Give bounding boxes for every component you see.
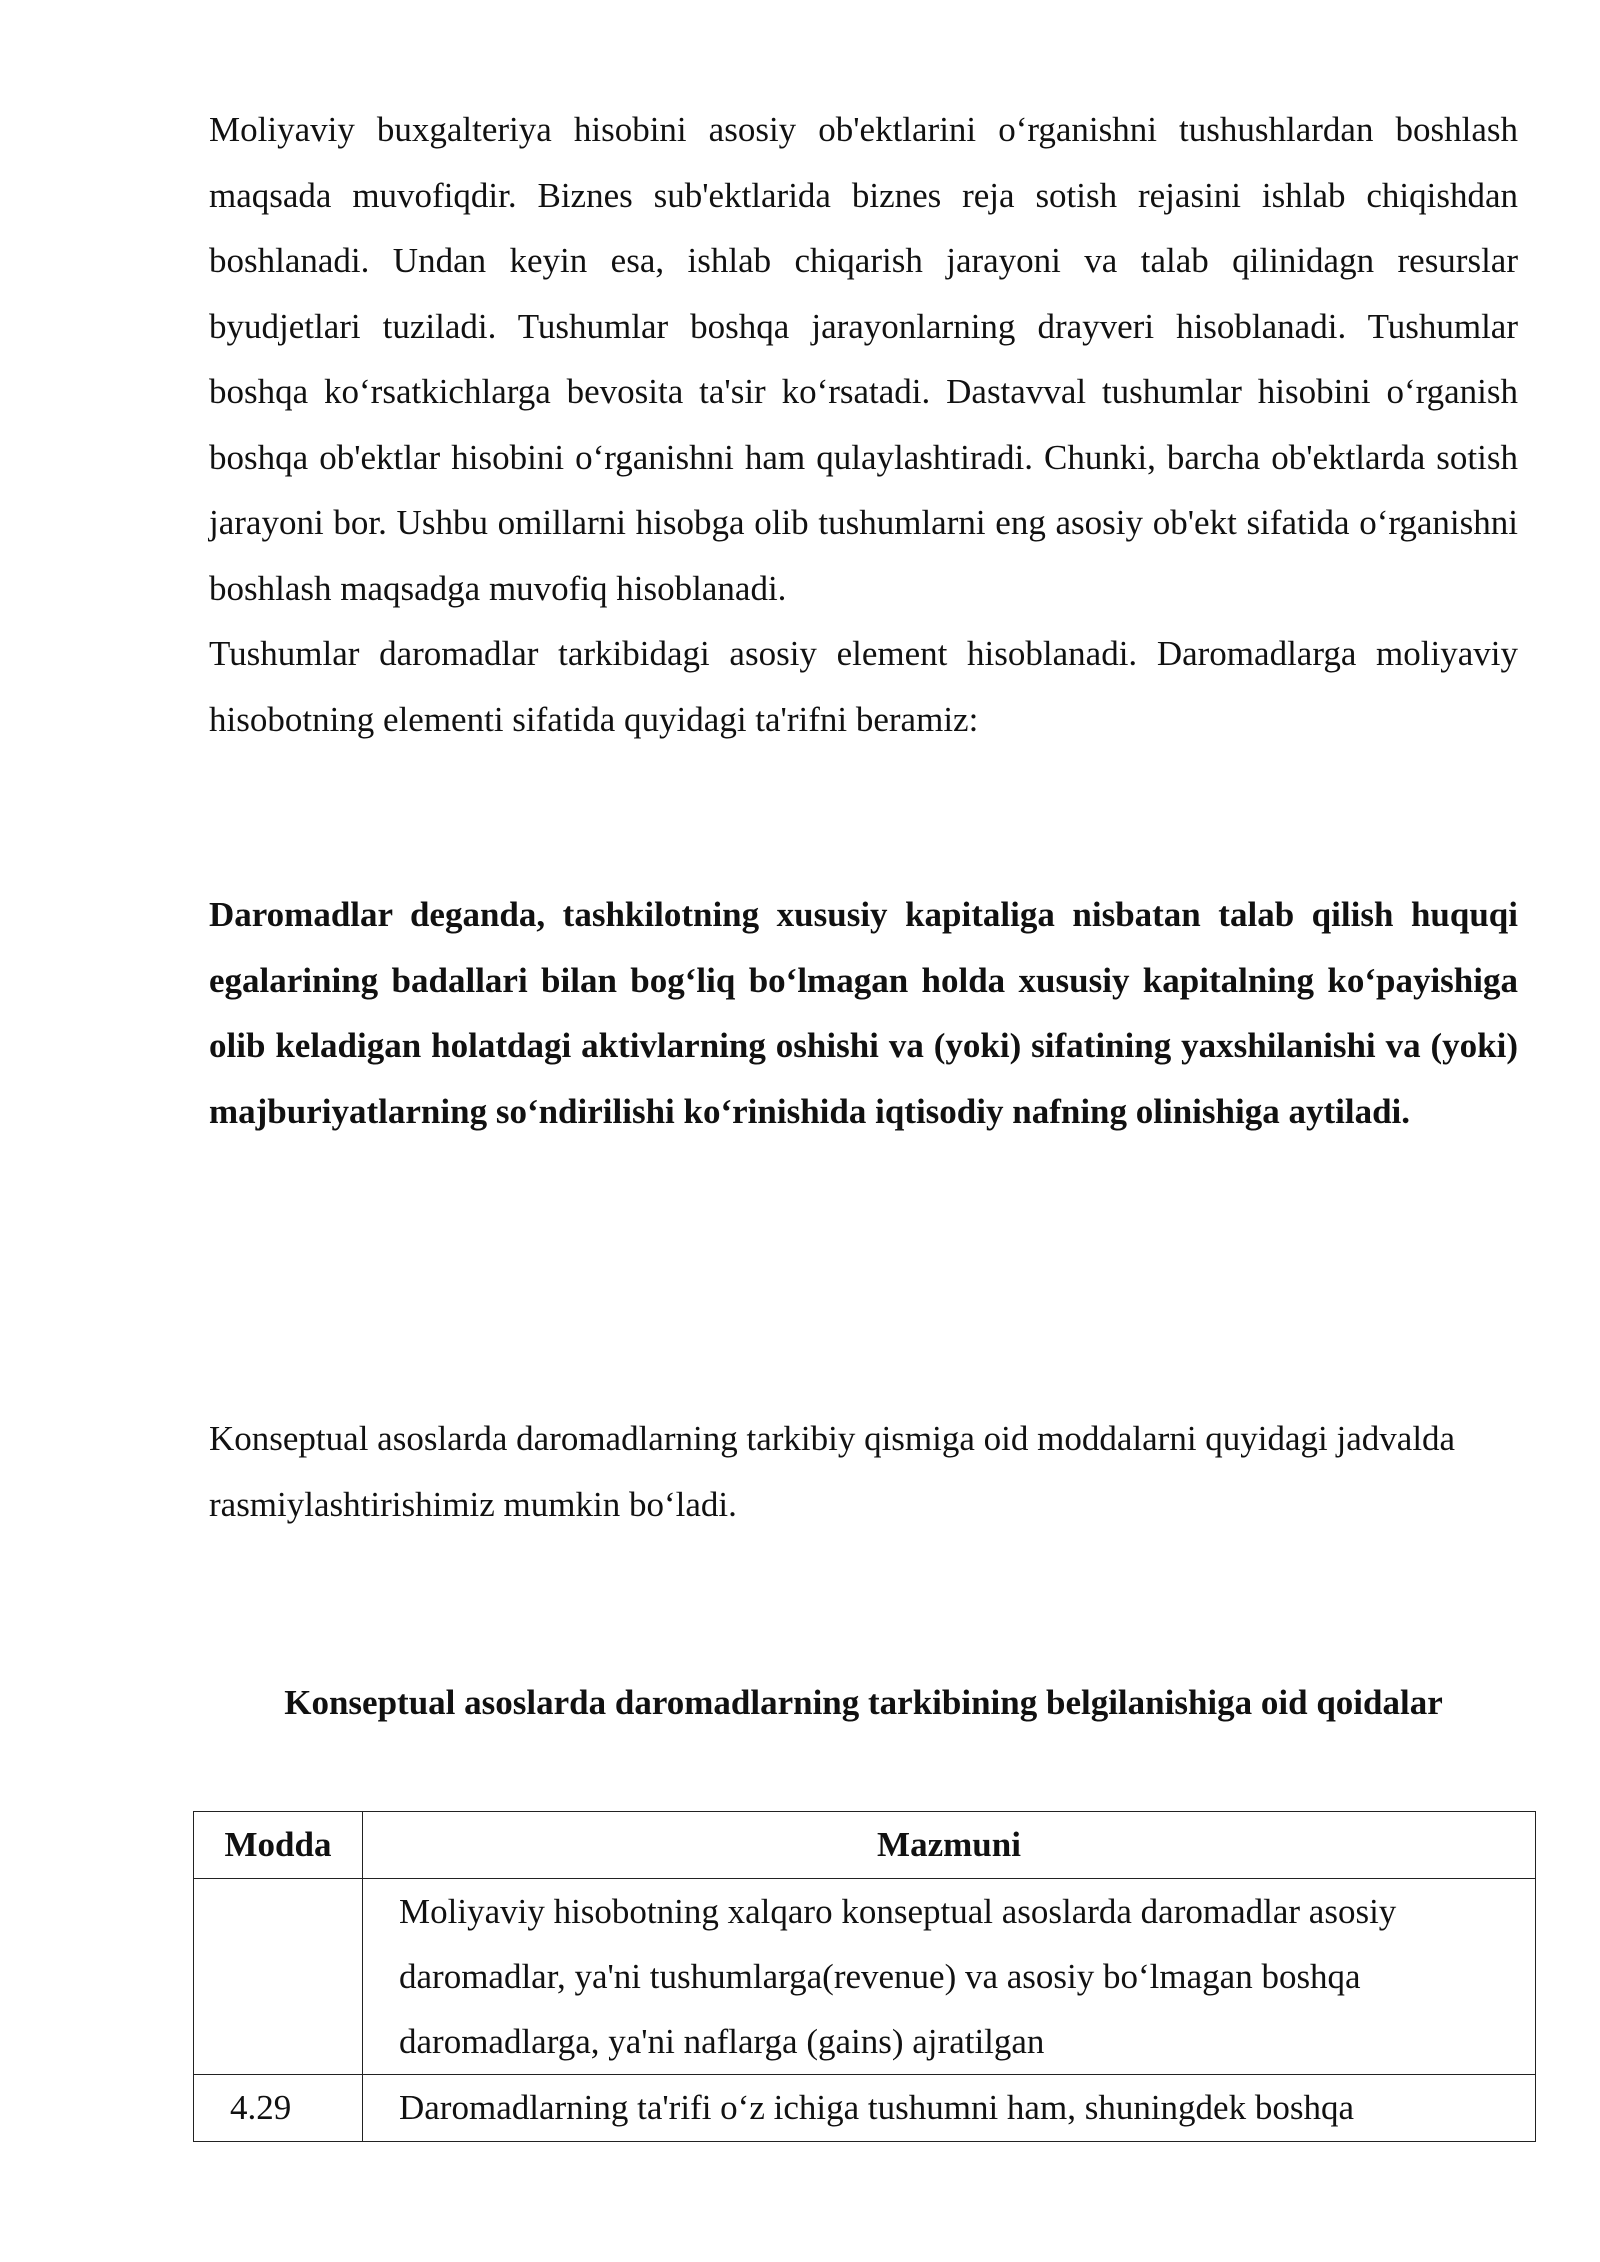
intro-paragraph: Moliyaviy buxgalteriya hisobini asosiy ob'ektlarini o‘rganishni tushushlardan boshlash maqsada muvofiqdir. Biznes sub'ektlarida biznes reja sotish rejasini ishlab chiqishdan boshlanadi. Undan keyin esa, ishlab chiqarish jarayoni va talab qilinidagn resurslar byudjetlari tuziladi. Tushumlar boshqa jarayonlarning drayveri hisoblanadi. Tushumlar boshqa ko‘rsatkichlarga bevosita ta'sir ko‘rsatadi. Dastavval tushumlar hisobini o‘rganish boshqa ob'ektlar hisobini o‘rganishni ham qulaylashtiradi. Chunki, barcha ob'ektlarda sotish jarayoni bor. Ushbu omillarni hisobga olib tushumlarni eng asosiy ob'ekt sifatida o‘rganishni boshlash maqsadga muvofiq hisoblanadi. [209,110,1518,608]
conceptual-paragraph: Konseptual asoslarda daromadlarning tarkibiy qismiga oid moddalarni quyidagi jadvalda rasmiylashtirishimiz mumkin bo‘ladi. [209,1419,1456,1524]
table-header-row [194,1812,1536,1879]
rules-table [193,1811,1536,2142]
mazmuni-cell: Moliyaviy hisobotning xalqaro konseptual asoslarda daromadlar asosiy daromadlar, ya'ni tushumlarga(revenue) va asosiy bo‘lmagan boshqa daromadlarga, ya'ni naflarga (gains) ajratilgan [363,1879,1536,2075]
element-paragraph: Tushumlar daromadlar tarkibidagi asosiy element hisoblanadi. Daromadlarga moliyaviy hisobotning elementi sifatida quyidagi ta'rifni beramiz: [209,634,1518,739]
modda-cell [194,1879,363,2075]
table-title: Konseptual asoslarda daromadlarning tarkibining belgilanishiga oid qoidalar [284,1683,1443,1722]
definition-paragraph: Daromadlar deganda, tashkilotning xususiy kapitaliga nisbatan talab qilish huquqi egalarining badallari bilan bog‘liq bo‘lmagan holda xususiy kapitalning ko‘payishiga olib keladigan holatdagi aktivlarning oshishi va (yoki) sifatining yaxshilanishi va (yoki) majburiyatlarning so‘ndirilishi ko‘rinishida iqtisodiy nafning olinishiga aytiladi. [209,895,1518,1131]
mazmuni-cell: Daromadlarning ta'rifi o‘z ichiga tushumni ham, shuningdek boshqa [363,2075,1536,2142]
header-mazmuni: Mazmuni [363,1812,1536,1879]
modda-cell: 4.29 [194,2075,363,2142]
header-modda: Modda [194,1812,363,1879]
table-row [194,2075,1536,2142]
table-row [194,1879,1536,2075]
